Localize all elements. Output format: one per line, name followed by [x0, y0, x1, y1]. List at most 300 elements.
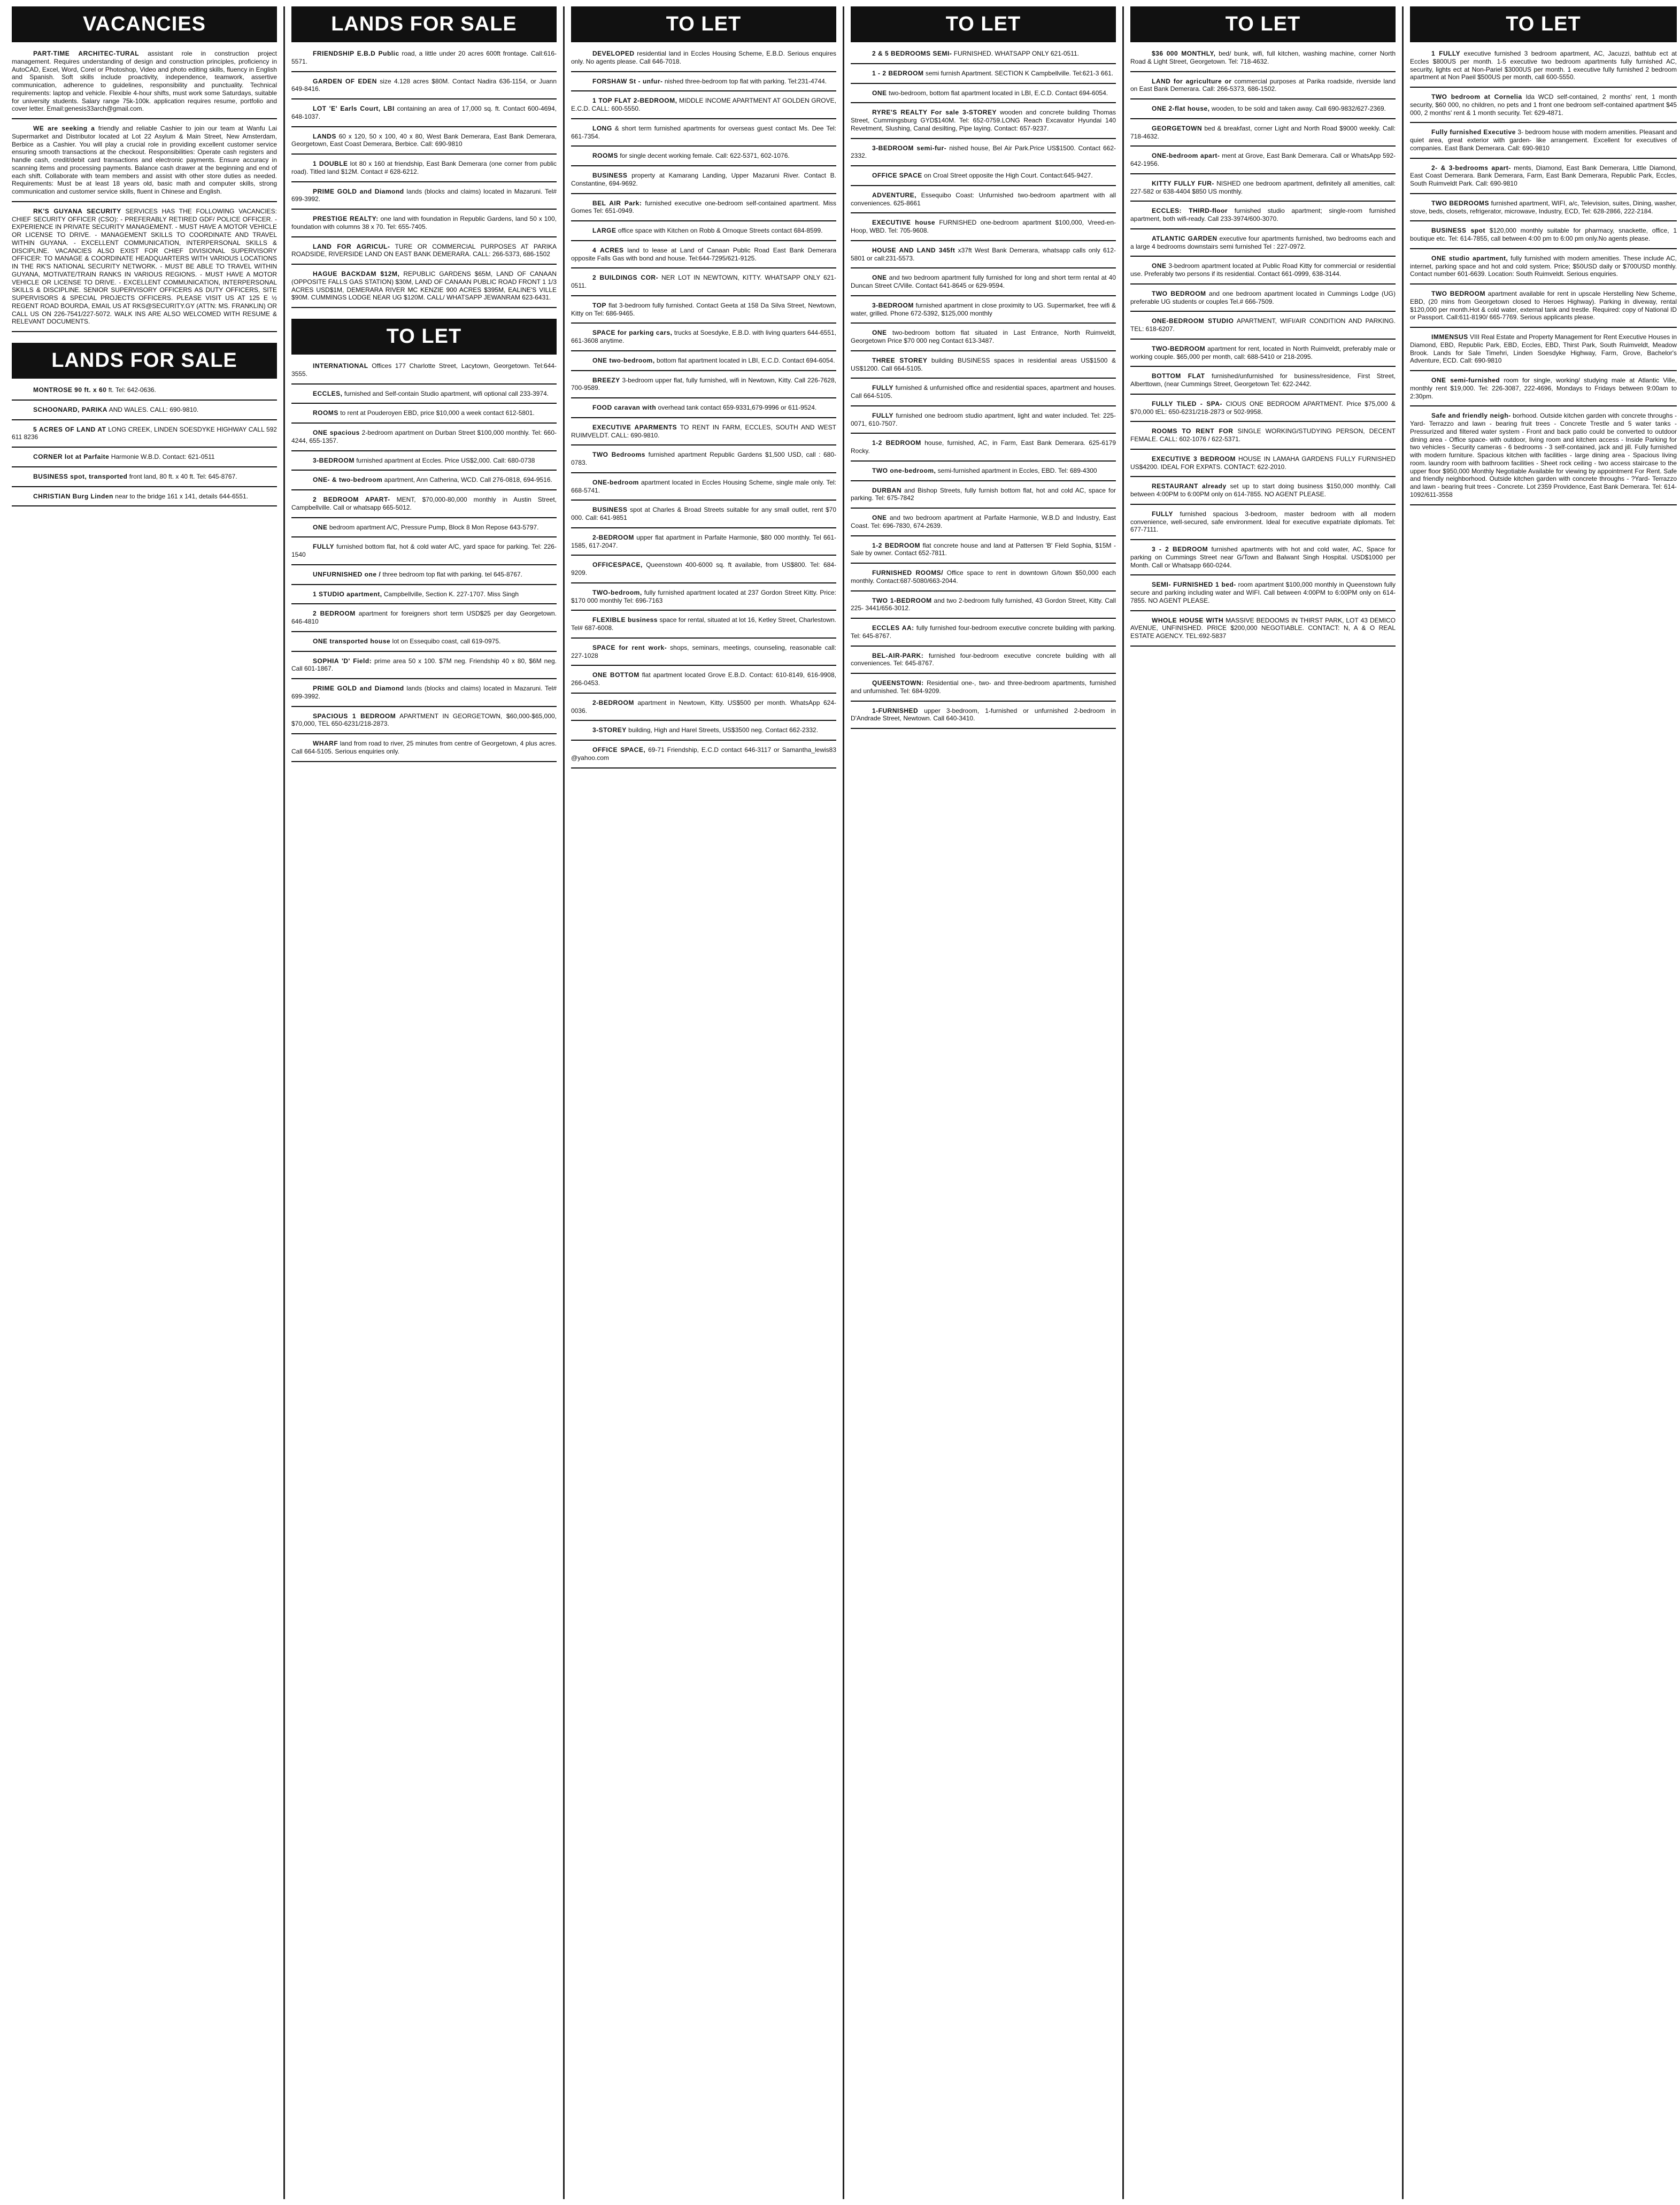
ad-lead: FORSHAW St - unfur- — [592, 77, 663, 85]
ad-text: two-bedroom bottom flat situated in Last Entrance, North Ruimveldt, Georgetown Price $70 000 neg Contact 613-3487. — [851, 329, 1116, 344]
classified-ad — [291, 213, 557, 237]
ad-lead: RYRE'S REALTY For sale 3-STOREY — [872, 109, 997, 117]
classified-ad — [851, 595, 1116, 619]
ad-text: room apartment $100,000 monthly in Queenstown fully secure and parking including water and WIFI. Call between 4:00PM to 6:00PM only on 614-7855. NO AGENT PLEASE. — [1130, 581, 1396, 604]
ad-lead: FURNISHED ROOMS/ — [872, 569, 944, 577]
ad-lead: 2- & 3-bedrooms apart- — [1431, 164, 1511, 172]
classified-ad — [291, 494, 557, 518]
section-header: TO LET — [571, 6, 836, 42]
classified-ad — [12, 384, 277, 401]
ad-text: trucks at Soesdyke, E.B.D. with living quarters 644-6551, 661-3608 anytime. — [571, 329, 836, 344]
classified-ad — [571, 614, 836, 639]
ad-text: fully furnished apartment located at 237 Gordon Street Kitty. Price: $170 000 monthly Tel: 696-7163 — [571, 588, 836, 604]
ad-text: ft. Tel: 642-0636. — [108, 386, 156, 394]
ad-lead: FULLY — [872, 384, 894, 392]
classified-ad — [291, 635, 557, 652]
ad-lead: ROOMS — [313, 409, 338, 417]
ad-text: and two 2-bedroom fully furnished, 43 Gordon Street, Kitty. Call 225- 3441/656-3012. — [851, 596, 1116, 612]
ad-text: upper flat apartment in Parfaite Harmonie, $80 000 monthly. Tel 661-1585, 617-2047. — [571, 533, 836, 549]
ad-text: furnished apartment Republic Gardens $1,500 USD, call : 680-0783. — [571, 451, 837, 466]
ad-lead: FULLY — [1152, 510, 1174, 518]
ad-text: building BUSINESS spaces in residential areas US$1500 & US$1200. Call 664-5105. — [851, 356, 1116, 372]
ad-lead: TWO BEDROOM — [1152, 289, 1206, 297]
ad-lead: 3 - 2 BEDROOM — [1152, 546, 1208, 553]
ad-lead: GARDEN OF EDEN — [313, 77, 377, 85]
ad-lead: 4 ACRES — [592, 246, 624, 254]
ad-text: and one bedroom apartment located in Cummings Lodge (UG) preferable UG students or couples Tel.# 666-7509. — [1130, 289, 1396, 305]
ad-lead: EXECUTIVE APARMENTS — [592, 423, 677, 431]
ad-lead: QUEENSTOWN: — [872, 679, 924, 687]
column-container — [5, 6, 1675, 2205]
ad-text: room for single, working/ studying male at Atlantic Ville, monthly rent $19,000. Tel: 226-3087, 222-4696, Mondays to Fridays between 9:00am to 2:30pm. — [1410, 377, 1677, 400]
ad-lead: 1-2 BEDROOM — [872, 541, 920, 549]
ad-text: furnished apartment at Eccles. Price US$2,000. Call: 680-0738 — [356, 456, 535, 464]
ad-text: wooden, to be sold and taken away. Call 690-9832/627-2369. — [1211, 105, 1386, 112]
ad-lead: LANDS — [313, 132, 336, 140]
classified-ad — [1130, 288, 1396, 312]
ad-text: space for rental, situated at lot 16, Ketley Street, Charlestown. Tel# 687-6008. — [571, 616, 836, 632]
classified-ad — [571, 299, 836, 324]
ad-text: and Bishop Streets, fully furnish bottom flat, hot and cold AC, space for parking. Tel: 675-7842 — [851, 486, 1116, 502]
classified-ad — [571, 272, 836, 296]
ad-lead: RK'S GUYANA SECURITY — [33, 207, 121, 215]
classified-ad — [12, 404, 277, 420]
section-header: LANDS FOR SALE — [12, 343, 277, 379]
classified-ad — [291, 655, 557, 680]
classified-ad — [291, 388, 557, 404]
ad-text: Queenstown 400-6000 sq. ft available, from US$800. Tel: 684-9209. — [571, 561, 837, 577]
ad-text: apartment, Ann Catherina, WCD. Call 276-0818, 694-9516. — [384, 476, 552, 484]
ad-text: friendly and reliable Cashier to join our team at Wanfu Lai Supermarket and Distributor located at Lot 22 Asylum & Main Street, New Amsterdam, Berbice as a Cashier. You will play a crucial role in providing excellent customer service ensuring smooth transactions at the checkout. Responsibilities: Operate cash registers and handle cash, credit/debit card transactions and electronic payments. Ensure accuracy in scanning items and processing payments. Balance cash drawer at the beginning and end of each shift. Collaborate with team members and assist with other store duties as needed. Requirements: Must be at least 18 years old, basic math and computer skills, strong communication and customer service skills, fluent in Chinese and English. — [12, 125, 277, 195]
ad-lead: LAND for agriculture or — [1152, 77, 1232, 85]
ad-text: upper 3-bedroom, 1-furnished or unfurnished 2-bedroom in D'Andrade Street, Newtown. Call 640-3410. — [851, 706, 1116, 723]
ad-list — [291, 360, 557, 762]
ad-lead: WHOLE HOUSE WITH — [1152, 616, 1224, 624]
ad-text: furnished four-bedroom executive concrete building with all conveniences. Tel: 645-8767. — [851, 651, 1116, 667]
ad-text: MASSIVE BEDOOMS IN THIRST PARK, LOT 43 DEMICO AVENUE, UNFINISHED. PRICE $200,000 NEGOTIABLE. CONTACT: N, A & O REAL ESTATE AGENCY. TEL:692-5837 — [1130, 616, 1396, 640]
ad-text: TO RENT IN FARM, ECCLES, SOUTH AND WEST RUIMVELDT. CALL: 690-9810. — [571, 423, 836, 439]
ad-text: LONG CREEK, LINDEN SOESDYKE HIGHWAY CALL 592 611 8236 — [12, 425, 277, 441]
ad-lead: 2 BUILDINGS COR- — [592, 274, 659, 282]
ad-text: Essequibo Coast: Unfurnished two-bedroom apartment with all conveniences. 625-8661 — [851, 191, 1116, 207]
ad-text: AND WALES. CALL: 690-9810. — [109, 405, 199, 413]
classified-ad — [291, 710, 557, 735]
ad-text: furnished apartment, WIFI, a/c, Television, suites, Dining, washer, stove, beds, closets, refrigerator, microwave, Industry, ECD, Tel: 628-2866, 222-2184. — [1410, 199, 1677, 215]
ad-text: front land, 80 ft. x 40 ft. Tel: 645-8767. — [129, 472, 237, 480]
ad-text: x37ft West Bank Demerara, whatsapp calls only 612-5801 or call:231-5573. — [851, 246, 1116, 262]
ad-lead: 5 ACRES OF LAND AT — [33, 425, 106, 433]
classified-ad — [851, 677, 1116, 702]
classified-ad — [1410, 410, 1677, 505]
ad-lead: 2-BEDROOM — [592, 698, 634, 706]
ad-text: lot on Essequibo coast, call 619-0975. — [392, 637, 501, 645]
ad-lead: TWO-bedroom, — [592, 588, 642, 596]
ad-lead: ONE transported house — [313, 637, 391, 645]
classified-ad — [571, 48, 836, 72]
ad-text: two-bedroom, bottom flat apartment located in LBI, E.C.D. Contact 694-6054. — [888, 89, 1108, 97]
ad-text: SINGLE WORKING/STUDYING PERSON, DECENT FEMALE. CALL: 602-1076 / 622-5371. — [1130, 427, 1396, 443]
ad-lead: SEMI- FURNISHED 1 bed- — [1152, 581, 1236, 589]
classified-ad — [291, 427, 557, 451]
ad-text: Office space to rent in downtown G/town $50,000 each monthly. Contact:687-5080/663-2044. — [851, 569, 1116, 585]
classified-ad — [1130, 178, 1396, 202]
classified-ad — [851, 650, 1116, 674]
ad-text: bottom flat apartment located in LBI, E.C.D. Contact 694-6054. — [657, 356, 835, 364]
classified-ad — [12, 490, 277, 507]
ad-text: land from road to river, 25 minutes from centre of Georgetown, 4 plus acres. Call 664-5105. Serious enquiries only. — [291, 740, 557, 755]
ad-text: for single decent working female. Call: 622-5371, 602-1076. — [620, 152, 790, 160]
classified-ad — [851, 622, 1116, 647]
ad-lead: TWO one-bedroom, — [872, 466, 936, 474]
classified-ad — [571, 327, 836, 351]
ad-list — [571, 48, 836, 769]
ad-text: bed & breakfast, corner Light and North Road $9000 weekly. Call: 718-4632. — [1130, 124, 1396, 140]
ad-lead: ONE-bedroom apart- — [1152, 152, 1220, 160]
ad-lead: ADVENTURE, — [872, 191, 917, 199]
ad-text: flat apartment located Grove E.B.D. Contact: 610-8149, 616-9908, 266-0453. — [571, 671, 836, 687]
classified-ad — [1410, 331, 1677, 371]
ad-lead: $36 000 MONTHLY, — [1152, 50, 1216, 57]
ad-lead: SPACIOUS 1 BEDROOM — [313, 712, 396, 720]
classified-ad — [1130, 122, 1396, 147]
classified-ad — [851, 437, 1116, 462]
classified-ad — [1130, 543, 1396, 575]
ad-text: CIOUS ONE BEDROOM APARTMENT. Price $75,000 & $70,000 tEL: 650-6231/218-2873 or 502-9958. — [1130, 399, 1396, 416]
ad-lead: CORNER lot at Parfaite — [33, 453, 110, 460]
classified-ad — [1130, 75, 1396, 100]
ad-list — [1130, 48, 1396, 647]
classified-ad — [851, 465, 1116, 481]
classified-ad — [571, 724, 836, 741]
ad-lead: TWO bedroom at Cornelia — [1431, 93, 1522, 101]
ad-lead: ONE — [872, 89, 887, 97]
ad-text: residential land in Eccles Housing Scheme, E.B.D. Serious enquires only. No agents please. Call 646-7018. — [571, 50, 836, 65]
classified-ad — [1130, 233, 1396, 257]
classified-ad — [291, 521, 557, 538]
ad-text: land to lease at Land of Canaan Public Road East Bank Demerara opposite Falls Gas with bond and house. Tel:644-7295/621-9125. — [571, 246, 836, 262]
classified-ad — [1130, 260, 1396, 285]
column-4 — [844, 6, 1124, 2199]
ad-text: MENT, $70,000-80,000 monthly in Austin Street, Campbellville. Call or whatsapp 665-5012. — [291, 496, 557, 511]
column-6 — [1404, 6, 1680, 2199]
classified-ad — [1130, 398, 1396, 422]
ad-lead: BOTTOM FLAT — [1152, 372, 1205, 380]
ad-text: TURE OR COMMERCIAL PURPOSES AT PARIKA ROADSIDE, RIVERSIDE LAND ON EAST BANK DEMERARA. CALL: 266-5373, 686-1502 — [291, 242, 557, 258]
ad-text: 3- bedroom house with modern amenities. Pleasant and quiet area, great exterior with garden- like arrangement. Excellent for executives of companies. East Bank Demerara. Call: 690-9810 — [1410, 128, 1677, 152]
ad-text: fully furnished four-bedroom executive concrete building with parking. Tel: 645-8767. — [851, 624, 1116, 640]
ad-lead: ONE — [313, 523, 328, 531]
column-5 — [1124, 6, 1404, 2199]
classified-ad — [851, 705, 1116, 729]
classified-ad — [571, 244, 836, 269]
ad-lead: KITTY FULLY FUR- — [1152, 179, 1214, 187]
ad-text: furnished bottom flat, hot & cold water A/C, yard space for parking. Tel: 226-1540 — [291, 543, 557, 558]
ad-lead: IMMENSUS — [1431, 333, 1468, 341]
classified-ad — [1130, 579, 1396, 611]
classified-ad — [12, 48, 277, 119]
ad-text: wooden and concrete building Thomas Street, Cummingsburg GYD$140M. Tel: 652-0759.LONG Reach Excavator Hyundai 140 Revetment, Slushing, Canal desilting, Pipe laying. Contact: 657-9237. — [851, 109, 1116, 132]
ad-lead: LOT 'E' Earls Court, LBI — [313, 105, 395, 112]
ad-text: and two bedroom apartment at Parfaite Harmonie, W.B.D and Industry, East Coast. Tel: 696-7830, 674-2639. — [851, 514, 1116, 529]
ad-lead: LARGE — [592, 227, 616, 234]
ad-lead: WHARF — [313, 740, 338, 747]
classified-ad — [12, 424, 277, 448]
ad-lead: EXECUTIVE 3 BEDROOM — [1152, 455, 1236, 463]
classified-ad — [851, 382, 1116, 406]
ad-lead: 1-2 BEDROOM — [872, 439, 921, 447]
ad-lead: SCHOONARD, PARIKA — [33, 405, 107, 413]
ad-text: NER LOT IN NEWTOWN, KITTY. WHATSAPP ONLY 621-0511. — [571, 274, 836, 289]
ad-lead: TWO BEDROOM — [1431, 290, 1485, 297]
classified-ad — [571, 449, 836, 473]
ad-lead: BUSINESS spot, transported — [33, 472, 128, 480]
ad-lead: TWO 1-BEDROOM — [872, 596, 932, 604]
ad-lead: OFFICE SPACE — [872, 172, 922, 179]
ad-text: apartment for rent, located in North Ruimveldt, preferably male or working couple. $65,000 per month, call: 688-5410 or 218-2095. — [1130, 344, 1396, 360]
ad-text: furnished and Self-contain Studio apartment, wifi optional call 233-3974. — [344, 389, 549, 397]
ad-text: nished three-bedroom top flat with parking. Tel:231-4744. — [664, 77, 827, 85]
ad-text: apartment in Newtown, Kitty. US$500 per month. WhatsApp 624-0036. — [571, 698, 836, 714]
ad-list — [1410, 48, 1677, 505]
ad-lead: SPACE for rent work- — [592, 643, 667, 651]
ad-text: lands (blocks and claims) located in Mazaruni. Tel# 699-3992. — [291, 685, 557, 700]
ad-text: 69-71 Friendship, E.C.D contact 646-3117 or Samantha_lewis83 @yahoo.com — [571, 746, 836, 762]
classified-ad — [571, 197, 836, 222]
ad-text: building, High and Harel Streets, US$3500 neg. Contact 662-2332. — [628, 726, 819, 734]
ad-lead: ATLANTIC GARDEN — [1152, 234, 1217, 242]
classified-ad — [851, 48, 1116, 64]
ad-lead: TWO BEDROOMS — [1431, 199, 1490, 207]
ad-text: 3-bedroom upper flat, fully furnished, wifi in Newtown, Kitty. Call 226-7628, 700-9589. — [571, 376, 836, 392]
classified-ad — [571, 477, 836, 501]
ad-text: Ida WCD self-contained, 2 months' rent, 1 month security, $60 000, no children, no pets and 1 front one bedroom self-contained apartment $45 000, 2 months' rent & 1 month security. Tel: 629-4871. — [1410, 93, 1677, 117]
classified-ad — [571, 122, 836, 147]
ad-lead: Fully furnished Executive — [1431, 128, 1516, 136]
ad-lead: FOOD caravan with — [592, 404, 657, 411]
ad-text: lot 80 x 160 at friendship, East Bank Demerara (one corner from public road). Titled land $12M. Contact # 628-6212. — [291, 160, 557, 175]
ad-lead: 3-STOREY — [592, 726, 627, 734]
section-header: TO LET — [1410, 6, 1677, 42]
classified-ad — [291, 737, 557, 762]
classified-ad — [571, 559, 836, 583]
ad-list — [291, 48, 557, 308]
ad-lead: FRIENDSHIP E.B.D Public — [313, 50, 399, 57]
classified-ad — [851, 485, 1116, 509]
classified-ad — [851, 567, 1116, 591]
ad-lead: 2-BEDROOM — [592, 533, 634, 541]
classified-ad — [1410, 252, 1677, 285]
ad-list — [12, 384, 277, 506]
ad-lead: TWO Bedrooms — [592, 451, 645, 459]
classified-ad — [1410, 126, 1677, 158]
classified-ad — [291, 268, 557, 308]
ad-lead: FULLY — [313, 543, 335, 551]
classified-ad — [291, 588, 557, 605]
classified-ad — [1130, 205, 1396, 229]
classified-ad — [571, 402, 836, 418]
classified-ad — [1410, 225, 1677, 249]
ad-text: MIDDLE INCOME APARTMENT AT GOLDEN GROVE, E.C.D. CALL: 600-5550. — [571, 97, 836, 112]
classified-ad — [571, 532, 836, 556]
ad-text: house, furnished, AC, in Farm, East Bank Demerara. 625-6179 Rocky. — [851, 439, 1116, 455]
classified-ad — [571, 95, 836, 119]
ad-lead: ONE semi-furnished — [1431, 377, 1500, 384]
ad-lead: ONE studio apartment, — [1431, 254, 1508, 262]
ad-lead: PRIME GOLD and Diamond — [313, 187, 404, 195]
classified-ad — [571, 642, 836, 666]
ad-lead: FULLY — [872, 411, 894, 419]
classified-ad — [571, 697, 836, 721]
ad-text: lands (blocks and claims) located in Mazaruni. Tel# 699-3992. — [291, 187, 557, 203]
ad-lead: THREE STOREY — [872, 356, 928, 364]
classified-ad — [851, 327, 1116, 351]
ad-text: assistant role in construction project management. Requires understanding of design and construction principles, proficiency in AutoCAD, Excel, Word, Corel or Photoshop, Video and photo editing skills, fluency in English and Spanish. Soft skills include proactivity, independence, teamwork, assertive communication, adherence to guidelines, responsibility and punctuality. Technical requirements: laptop and vehicle. Flexible 4-hour shifts, must work some Saturdays, suitable for university students. Salary range 75k-100k. application requires resume, portfolio and cover letter. Email:genesis33arch@gmail.com. — [12, 50, 277, 113]
ad-text: NISHED one bedroom apartment, definitely all amenities, call: 227-582 or 638-4404 $850 US monthly. — [1130, 179, 1396, 195]
ad-list — [851, 48, 1116, 729]
classified-ad — [851, 87, 1116, 104]
ad-lead: ONE — [872, 329, 887, 337]
classified-ad — [851, 217, 1116, 241]
ad-text: shops, seminars, meetings, counseling, reasonable call: 227-1028 — [571, 643, 836, 659]
ad-lead: 2 BEDROOM APART- — [313, 496, 390, 503]
ad-text: FURNISHED. WHATSAPP ONLY 621-0511. — [953, 50, 1080, 57]
ad-lead: OFFICESPACE, — [592, 561, 643, 569]
ad-lead: OFFICE SPACE, — [592, 746, 646, 754]
ad-lead: HAGUE BACKDAM $12M, — [313, 270, 400, 278]
ad-text: nished house, Bel Air Park.Price US$1500. Contact 662-2332. — [851, 144, 1116, 160]
ad-lead: FLEXIBLE business — [592, 616, 658, 624]
ad-lead: UNFURNISHED one / — [313, 570, 381, 578]
ad-text: flat concrete house and land at Pattersen 'B' Field Sophia, $15M - Sale by owner. Contact 652-7811. — [851, 541, 1116, 557]
ad-text: furnished/unfurnished for business/residence, First Street, Alberttown, (near Cummings Street, Georgetown Tel: 622-2442. — [1130, 372, 1396, 388]
ad-text: furnished studio apartment; single-room furnished apartment, both wifi-ready. Call 233-3974/600-3070. — [1130, 207, 1396, 222]
classified-ad — [571, 374, 836, 399]
classified-ad — [1130, 614, 1396, 647]
ad-text: VIII Real Estate and Property Management for Rent Executive Houses in Diamond, EBD, Republic Park, EBD, Eccles, EBD, Thirst Park, South Ruimveldt, Meadow Brook. Lands for Sale Timehri, Linden Soesdyke Highway, Farm, Grove, Bachelor's Adventure, ECD. Call: 690-9810 — [1410, 333, 1677, 365]
ad-lead: PART-TIME ARCHITEC-TURAL — [33, 50, 140, 57]
classified-ad — [291, 474, 557, 490]
ad-text: FURNISHED one-bedroom apartment $100,000, Vreed-en-Hoop, WBD. Tel: 705-9608. — [851, 219, 1116, 234]
classified-ad — [851, 106, 1116, 139]
classified-ad — [291, 360, 557, 385]
classified-ad — [571, 225, 836, 241]
ad-lead: ONE — [872, 274, 887, 282]
ad-text: size 4.128 acres $80M. Contact Nadira 636-1154, or Juann 649-8416. — [291, 77, 557, 93]
ad-lead: ECCLES: THIRD-floor — [1152, 207, 1228, 215]
ad-text: near to the bridge 161 x 141, details 644-6551. — [115, 492, 249, 500]
classified-ad — [1130, 48, 1396, 72]
classified-ad — [1130, 150, 1396, 174]
classified-ad — [291, 682, 557, 707]
ad-text: & short term furnished apartments for overseas guest contact Ms. Dee Tel: 661-7354. — [571, 124, 836, 140]
classified-ad — [1410, 197, 1677, 222]
classified-ad — [291, 186, 557, 210]
ad-lead: ONE- & two-bedroom — [313, 476, 383, 484]
ad-lead: ECCLES AA: — [872, 624, 914, 632]
ad-lead: 2 BEDROOM — [313, 610, 356, 618]
ad-text: REPUBLIC GARDENS $65M, LAND OF CANAAN (OPPOSITE FALLS GAS STATION) $30M, LAND OF CANAAN PUBLIC ROAD FRONT 1 1/3 ACRES USD$1M, DEMERARA RIVER MC KENZIE 900 ACRES $395M, EALINE'S VILLE $90M. CUMMINGS LODGE NEAR UG $120M. CALL/ WHATSAPP JEWANRAM 623-6431. — [291, 270, 557, 302]
classified-ad — [1130, 453, 1396, 478]
ad-text: apartment available for rent in upscale Herstelling New Scheme, EBD, (20 mins from Georgetown closed to Heroes Highway). Parking in diveway, rental $120,000 per month.Hot & cold water, external tank and trestle. Required: copy of National ID or Passport. Call:611-8190/ 665-7769. Serious applicants please. — [1410, 290, 1677, 321]
column-1 — [5, 6, 285, 2199]
ad-text: three bedroom top flat with parking. tel 645-8767. — [382, 570, 523, 578]
ad-lead: ONE 2-flat house, — [1152, 105, 1210, 112]
ad-text: one land with foundation in Republic Gardens, land 50 x 100, foundation with columns 38 x 70. Tel: 655-7405. — [291, 215, 557, 231]
classified-ad — [291, 241, 557, 265]
classified-ad — [291, 541, 557, 565]
classified-ad — [12, 471, 277, 487]
ad-text: furnished one bedroom studio apartment, light and water included. Tel: 225-0071, 610-7507. — [851, 411, 1116, 427]
ad-lead: CHRISTIAN Burg Linden — [33, 492, 113, 500]
classified-ad — [1130, 508, 1396, 540]
classified-ad — [851, 244, 1116, 269]
ad-text: containing an area of 17,000 sq. ft. Contact 600-4694, 648-1037. — [291, 105, 557, 120]
ad-text: HOUSE IN LAMAHA GARDENS FULLY FURNISHED US$4200. IDEAL FOR EXPATS. CONTACT: 622-2010. — [1130, 455, 1396, 471]
section-header: TO LET — [291, 319, 557, 355]
ad-lead: SPACE for parking cars, — [592, 329, 673, 337]
ad-lead: DURBAN — [872, 486, 901, 494]
ad-lead: ONE — [872, 514, 887, 521]
ad-text: on Croal Street opposite the High Court. Contact:645-9427. — [924, 172, 1093, 179]
ad-lead: ONE — [1152, 262, 1167, 270]
ad-text: commercial purposes at Parika roadside, riverside land on East Bank Demerara. Call: 266-5373, 686-1502. — [1130, 77, 1396, 93]
classified-ad — [1410, 288, 1677, 328]
classified-ad — [851, 170, 1116, 186]
classified-ad — [1130, 370, 1396, 395]
ad-text: 60 x 120, 50 x 100, 40 x 80, West Bank Demerara, East Bank Demerara, Georgetown, East Coast Demerara, Berbice. Call: 690-9810 — [291, 132, 557, 148]
classified-ad — [851, 189, 1116, 214]
ad-lead: GEORGETOWN — [1152, 124, 1203, 132]
ad-text: to rent at Pouderoyen EBD, price $10,000 a week contact 612-5801. — [340, 409, 535, 417]
ad-text: property at Kamarang Landing, Upper Mazaruni River. Contact B. Constantine, 694-9692. — [571, 172, 836, 187]
classified-ad — [291, 75, 557, 100]
ad-lead: LONG — [592, 124, 612, 132]
ad-text: furnished apartments with hot and cold water, AC, Space for parking on Cummings Street near G/Town and Balwant Singh Hospital. USD$1000 per Month. Call or Whatsapp 660-0244. — [1130, 546, 1396, 569]
ad-lead: FULLY TILED - SPA- — [1152, 399, 1223, 408]
ad-text: 2-bedroom apartment on Durban Street $100,000 monthly. Tel: 660-4244, 655-1357. — [291, 429, 557, 444]
classified-ad — [851, 142, 1116, 167]
section-header: TO LET — [851, 6, 1116, 42]
ad-lead: RESTAURANT already — [1152, 482, 1227, 490]
ad-text: ment at Grove, East Bank Demerara. Call or WhatsApp 592-642-1956. — [1130, 152, 1396, 167]
ad-text: Offices 177 Charlotte Street, Lacytown, Georgetown. Tel:644-3555. — [291, 362, 557, 378]
ad-text: $120,000 monthly suitable for pharmacy, snackette, office, 1 boutique etc. Tel: 614-7855, call between 4:00 pm to 6:00 pm only.No agents please. — [1410, 227, 1677, 242]
classified-ad — [571, 421, 836, 446]
ad-text: apartment located in Eccles Housing Scheme, single male only. Tel: 668-5741. — [571, 478, 836, 494]
classified-ad — [291, 608, 557, 632]
ad-lead: BEL-AIR-PARK: — [872, 651, 924, 659]
classified-ad — [851, 512, 1116, 536]
classified-ad — [571, 75, 836, 92]
ad-lead: 3-BEDROOM — [872, 301, 914, 309]
ad-text: Harmonie W.B.D. Contact: 621-0511 — [111, 453, 215, 460]
classified-ad — [571, 669, 836, 694]
ad-lead: 1 TOP FLAT 2-BEDROOM, — [592, 97, 677, 105]
ad-lead: EXECUTIVE house — [872, 219, 936, 227]
classified-ad — [1130, 480, 1396, 505]
classified-ad — [851, 299, 1116, 324]
ad-text: borhood. Outside kitchen garden with concrete throughs - Yard- Terrazzo and lawn - bearing fruit trees - Concrete Trestle and 5 water tanks - Pressurized and filtered water system - Front and back patio could be converted to outdoor dining area - Office space- with outdoor, living room and kitchen access - Inside Parking for two vehicles - Security cameras - 6 bedrooms - 3 self-contained, jack and jill. Fully furnished with modern furniture. Spacious kitchen with facilities - large dining area - Spacious living room. laundry room with bathroom facilities - Sheet rock ceiling - two access staircase to the upper floor $950,000 Monthly Negotiable Available for viewing by appointment For Rent. Safe and friendly neighborhood. Outside kitchen garden with concrete throughs - ?Yard- Terrazzo and lawn - bearing fruit trees - Concrete. Lot 2359 Providence, East Bank Demerara. Tel: 614-1092/611-3558 — [1410, 412, 1677, 498]
ad-lead: 2 & 5 BEDROOMS SEMI- — [872, 50, 952, 57]
column-3 — [565, 6, 844, 2199]
ad-lead: ONE-bedroom — [592, 478, 639, 486]
classified-ad — [1130, 315, 1396, 340]
ad-text: office space with Kitchen on Robb & Ornoque Streets contact 684-8599. — [618, 227, 823, 234]
ad-lead: ROOMS TO RENT FOR — [1152, 427, 1234, 435]
classified-ad — [12, 451, 277, 467]
classified-ad — [851, 67, 1116, 84]
ad-text: SERVICES HAS THE FOLLOWING VACANCIES: CHIEF SECURITY OFFICER (CSO): - PREFERABLY RETIRED GDF/ POLICE OFFICER. - EXPERIENCE IN PRIVATE SECURITY MANAGEMENT. - MUST HAVE A MOTOR VEHICLE OR LICENSE TO DRIVE. - MANAGEMENT SKILLS TO COORDINATE AND TRAVEL WITHIN GUYANA. - EXCELLENT COMMUNICATION, INTERPERSONAL SKILLS & DISCIPLINE. VACANCIES ALSO EXIST FOR CHIEF DIVISIONAL SUPERVISORY OFFICER: TO MANAGE & COORDINATE HEADQUARTERS WITH VARIOUS LOCATIONS IN THE RK'S NATIONAL SECURITY NETWORK. - MUST BE ABLE TO TRAVEL WITHIN GUYANA, MOTIVATE/TRAIN RANKS IN VARIOUS REGIONS. - MUST HAVE A MOTOR VEHICLE OR LICENSE TO DRIVE. - EXCELLENT COMMUNICATION, INTERPERSONAL SKILLS & DISCIPLINE. SENIOR SUPERVISORY OFFICERS AS DUTY OFFICERS, SITE SUPERVISORS & SPECIAL PROJECTS OFFICERS. PLEASE VISIT US AT 125 E ½ REGENT ROAD BOURDA, EMAIL US AT RKS@SECURITY.GY (ATTN: MS. FRANKLIN) OR CALL US ON 226-7541/227-5072. WALK INS ARE ALSO WELCOMED WITH RESUME & RELEVANT DOCUMENTS. — [12, 207, 277, 326]
